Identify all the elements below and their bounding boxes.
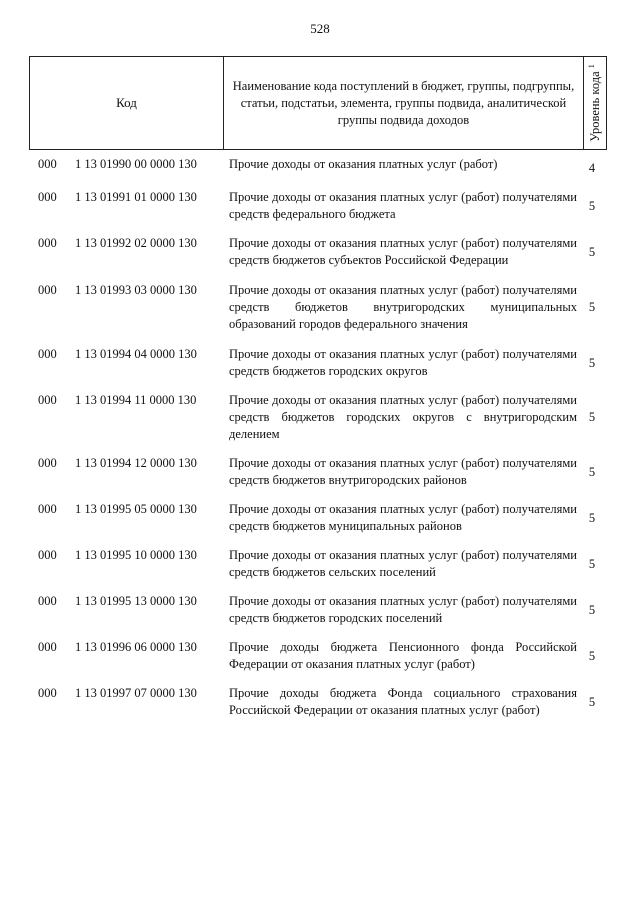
header-level xyxy=(584,57,606,149)
admin-code: 000 xyxy=(38,283,57,297)
header-level-text: Уровень кода xyxy=(588,71,603,142)
admin-code: 000 xyxy=(38,393,57,407)
table-row xyxy=(29,282,607,333)
table-row xyxy=(29,547,607,581)
table-row xyxy=(29,189,607,223)
revenue-code: 1 13 01991 01 0000 130 xyxy=(75,190,197,204)
header-level-footnote: 1 xyxy=(586,64,596,69)
code-level: 5 xyxy=(588,464,596,479)
code-level: 5 xyxy=(588,244,596,259)
table-row xyxy=(29,156,607,177)
revenue-code: 1 13 01990 00 0000 130 xyxy=(75,157,197,171)
revenue-name: Прочие доходы бюджета Пенсионного фонда Российской Федерации от оказания платных услуг (работ) xyxy=(229,640,577,671)
revenue-code: 1 13 01995 13 0000 130 xyxy=(75,594,197,608)
code-level: 5 xyxy=(588,198,596,213)
admin-code: 000 xyxy=(38,686,57,700)
code-level: 5 xyxy=(588,510,596,525)
admin-code: 000 xyxy=(38,502,57,516)
revenue-name: Прочие доходы от оказания платных услуг (работ) xyxy=(229,157,498,171)
code-level: 5 xyxy=(588,300,596,314)
table-body xyxy=(29,156,607,719)
code-level: 5 xyxy=(588,355,596,370)
header-level-label xyxy=(587,64,603,142)
table-row xyxy=(29,593,607,627)
header-name: Наименование кода поступлений в бюджет, группы, подгруппы, статьи, подстатьи, элемента, группы подвида, аналитической группы подвида доходов xyxy=(224,57,584,149)
table-header xyxy=(29,56,607,150)
revenue-code: 1 13 01993 03 0000 130 xyxy=(75,283,197,297)
revenue-code: 1 13 01994 11 0000 130 xyxy=(75,393,197,407)
table-row xyxy=(29,235,607,269)
revenue-name: Прочие доходы от оказания платных услуг (работ) получателями средств бюджетов городских поселений xyxy=(229,594,577,625)
code-level: 5 xyxy=(588,410,596,424)
table-row xyxy=(29,685,607,719)
table-row xyxy=(29,455,607,489)
table-row xyxy=(29,346,607,380)
revenue-name: Прочие доходы бюджета Фонда социального страхования Российской Федерации от оказания платных услуг (работ) xyxy=(229,686,577,717)
revenue-code: 1 13 01997 07 0000 130 xyxy=(75,686,197,700)
admin-code: 000 xyxy=(38,594,57,608)
admin-code: 000 xyxy=(38,190,57,204)
revenue-code: 1 13 01995 05 0000 130 xyxy=(75,502,197,516)
admin-code: 000 xyxy=(38,456,57,470)
admin-code: 000 xyxy=(38,157,57,171)
revenue-name: Прочие доходы от оказания платных услуг (работ) получателями средств федерального бюджета xyxy=(229,190,577,221)
revenue-name: Прочие доходы от оказания платных услуг (работ) получателями средств бюджетов муниципальных районов xyxy=(229,502,577,533)
header-code: Код xyxy=(30,57,224,149)
admin-code: 000 xyxy=(38,236,57,250)
revenue-name: Прочие доходы от оказания платных услуг (работ) получателями средств бюджетов внутригородских районов xyxy=(229,456,577,487)
code-level: 5 xyxy=(588,648,596,663)
revenue-code: 1 13 01994 04 0000 130 xyxy=(75,347,197,361)
revenue-code: 1 13 01992 02 0000 130 xyxy=(75,236,197,250)
code-level: 5 xyxy=(588,602,596,617)
code-level: 5 xyxy=(588,694,596,709)
admin-code: 000 xyxy=(38,548,57,562)
page-number: 528 xyxy=(310,21,330,36)
admin-code: 000 xyxy=(38,640,57,654)
revenue-name: Прочие доходы от оказания платных услуг (работ) получателями средств бюджетов городских округов xyxy=(229,347,577,378)
revenue-name: Прочие доходы от оказания платных услуг (работ) получателями средств бюджетов субъектов Российской Федерации xyxy=(229,236,577,267)
revenue-name: Прочие доходы от оказания платных услуг (работ) получателями средств бюджетов сельских поселений xyxy=(229,548,577,579)
revenue-code: 1 13 01996 06 0000 130 xyxy=(75,640,197,654)
revenue-code: 1 13 01995 10 0000 130 xyxy=(75,548,197,562)
table-row xyxy=(29,639,607,673)
table-row xyxy=(29,501,607,535)
code-level: 4 xyxy=(588,161,596,175)
admin-code: 000 xyxy=(38,347,57,361)
revenue-code: 1 13 01994 12 0000 130 xyxy=(75,456,197,470)
revenue-name: Прочие доходы от оказания платных услуг (работ) получателями средств бюджетов городских округов с внутригородским делением xyxy=(229,393,577,441)
table-row xyxy=(29,392,607,443)
code-level: 5 xyxy=(588,556,596,571)
revenue-name: Прочие доходы от оказания платных услуг (работ) получателями средств бюджетов внутригородских муниципальных образований городов федерального значения xyxy=(229,283,577,331)
